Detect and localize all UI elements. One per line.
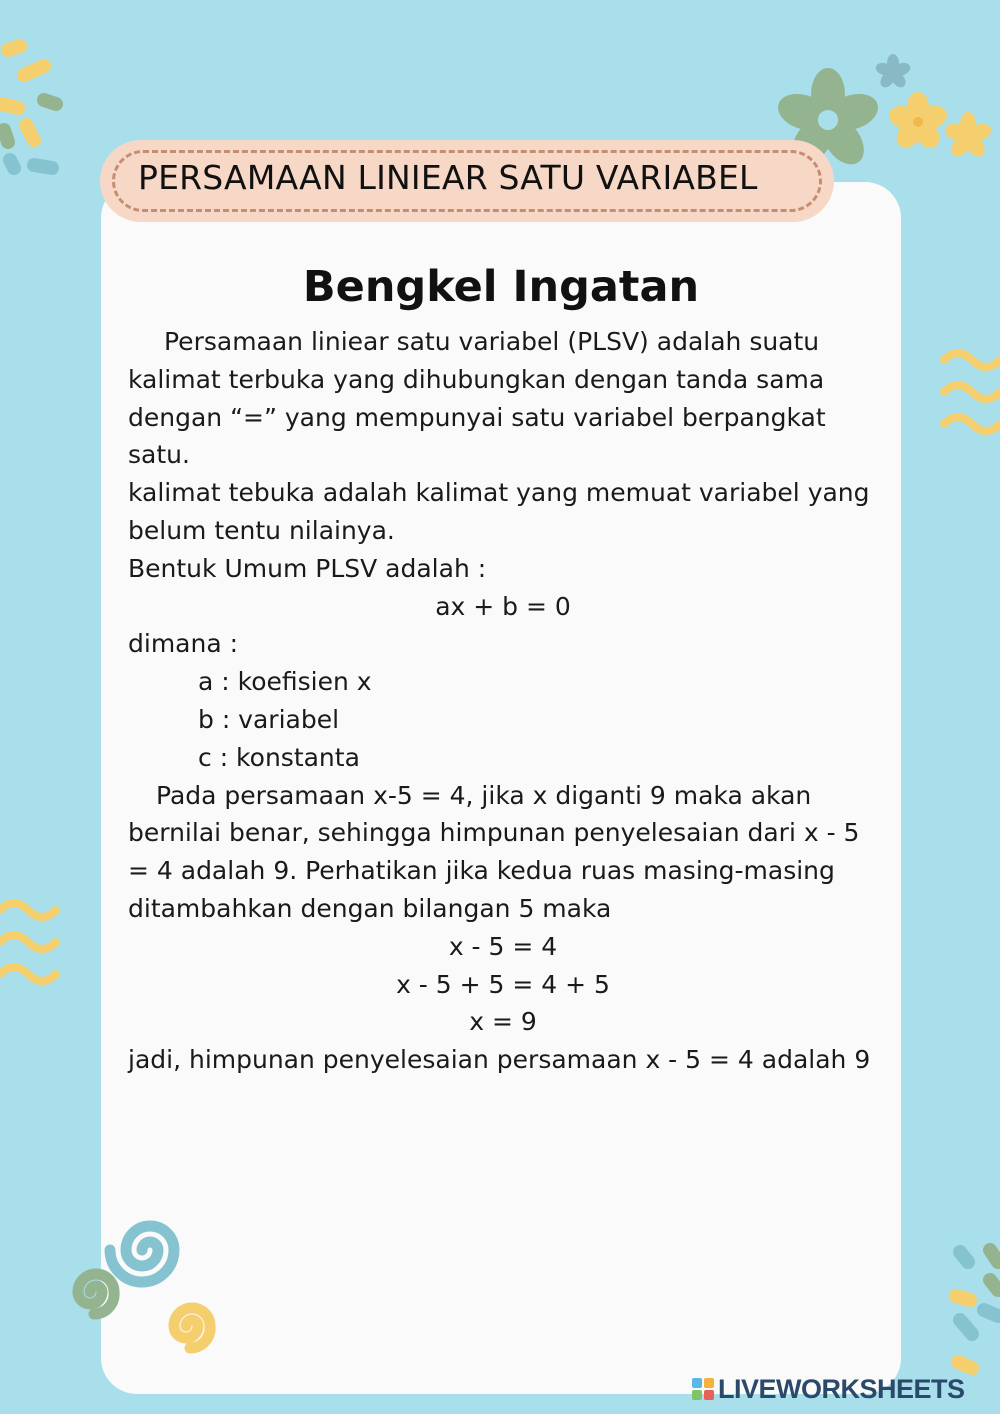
list-item: b : variabel: [198, 704, 340, 734]
conclusion-paragraph: jadi, himpunan penyelesaian persamaan x - 5 = 4 adalah 9: [128, 1045, 871, 1075]
liveworksheets-brand[interactable]: [692, 1374, 965, 1404]
spiral-icon: [78, 1226, 210, 1348]
general-form-label: Bentuk Umum PLSV adalah :: [128, 553, 487, 583]
body-text: [128, 323, 878, 1079]
brand-wordmark: LIVEWORKSHEETS: [718, 1373, 965, 1404]
example-paragraph: Pada persamaan x-5 = 4, jika x diganti 9 maka akan bernilai benar, sehingga himpunan penyelesaian dari x - 5 = 4 adalah 9. Perhatikan jika kedua ruas masing-masing ditambahkan dengan bilangan 5 maka: [128, 780, 860, 923]
equation-step: x - 5 = 4: [448, 931, 558, 961]
intro-paragraph: Persamaan liniear satu variabel (PLSV) adalah suatu kalimat terbuka yang dihubungkan dengan tanda sama dengan “=” yang mempunyai satu variabel berpangkat satu.: [128, 327, 826, 470]
section-heading: Bengkel Ingatan: [302, 262, 700, 312]
equation-step: x = 9: [469, 1007, 537, 1037]
general-form-equation: ax + b = 0: [435, 591, 571, 621]
list-item: c : konstanta: [198, 742, 360, 772]
equation-step: x - 5 + 5 = 4 + 5: [396, 969, 610, 999]
liveworksheets-logo-icon: [692, 1378, 714, 1400]
page-title: PERSAMAAN LINIEAR SATU VARIABEL: [138, 158, 758, 197]
definition-paragraph: kalimat tebuka adalah kalimat yang memuat variabel yang belum tentu nilainya.: [128, 478, 870, 545]
list-item: a : koefisien x: [198, 667, 372, 697]
where-label: dimana :: [128, 629, 239, 659]
